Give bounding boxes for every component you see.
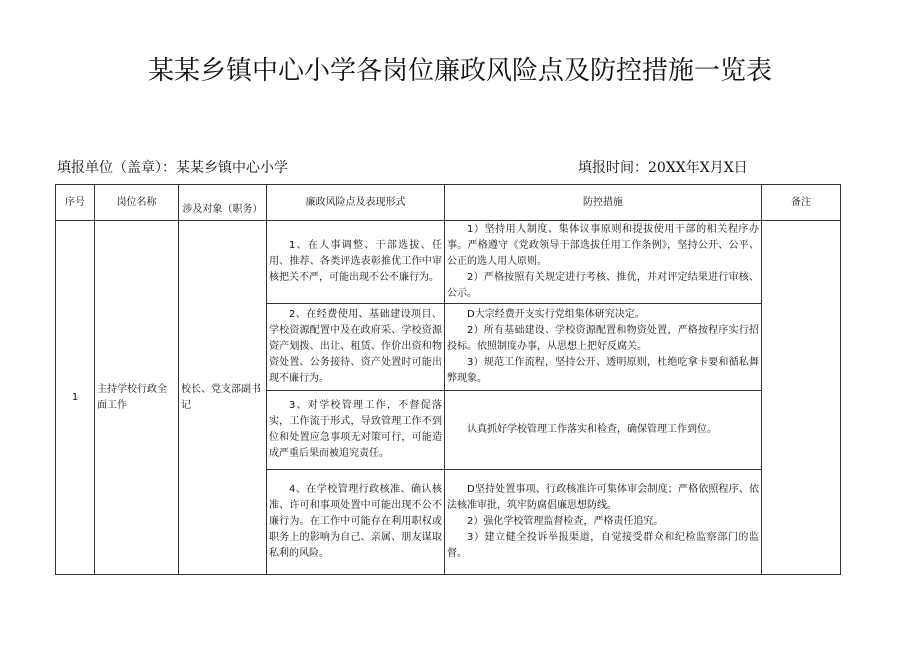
measure-item: 3）建立健全投诉举报渠道，自觉接受群众和纪检监察部门的监督。 [447,532,759,559]
header-index: 序号 [56,185,95,221]
risk-cell: 3、对学校管理工作，不督促落实，工作流于形式，导致管理工作不到位和处置应急事项无对策可行，可能造成严重后果而被追究责任。 [267,391,445,470]
measure-item: 2）所有基础建设、学校资源配置和物资处置，严格按程序实行招投标。依照制度办事，从思想上把好反腐关。 [447,325,759,352]
measure-item: 2）严格按照有关规定进行考核、推优，并对评定结果进行审核、公示。 [447,272,759,299]
measures-cell [445,221,762,304]
header-position: 岗位名称 [95,185,179,221]
measures-cell [445,470,762,575]
row-index: 1 [56,221,95,575]
row-remark [762,221,841,575]
header-remark: 备注 [762,185,841,221]
risk-cell: 4、在学校管理行政核准、确认核准、许可和事项处置中可能出现不公不廉行为。在工作中可能存在利用职权或职务上的影响为自己、亲属、朋友谋取私利的风险。 [267,470,445,575]
page-title: 某某乡镇中心小学各岗位廉政风险点及防控措施一览表 [147,56,772,86]
measure-item: D大宗经费开支实行党组集体研究决定。 [467,309,645,320]
risk-cell: 2、在经费使用、基础建设项目、学校资源配置中及在政府采、学校资源资产划拨、出让、租赁、作价出资和物资处置、公务接待、资产处置时可能出现不廉行为。 [267,304,445,391]
report-unit: 填报单位（盖章）：某某乡镇中心小学 [57,160,288,176]
measures-cell [445,391,762,470]
risk-table [55,184,841,575]
risk-cell: 1、在人事调整、干部选拔、任用、推荐、各类评选表彰推优工作中审核把关不严，可能出现不公不廉行为。 [267,221,445,304]
header-measures: 防控措施 [445,185,762,221]
measure-item: D坚持处置事项、行政核准许可集体审会制度；严格依照程序、依法核准审批，筑牢防腐倡廉思想防线。 [447,484,759,511]
row-object: 校长、党支部副书记 [179,221,267,575]
table-header-row [56,185,841,221]
measure-item: 2）强化学校管理监督检查，严格责任追究。 [467,516,664,527]
header-object: 涉及对象（职务） [179,185,267,221]
measure-item: 3）规范工作流程，坚持公开、透明原则，杜绝吃拿卡要和循私舞弊现象。 [447,357,759,384]
measure-item: 1）坚持用人制度、集体议事原则和提拔使用干部的相关程序办事。严格遵守《党政领导干部选拔任用工作条例》，坚持公开、公平、公正的选人用人原则。 [447,224,759,267]
report-time: 填报时间：20XX年X月X日 [578,160,748,176]
row-position: 主持学校行政全面工作 [95,221,179,575]
table-row [56,221,841,304]
measure-item: 认真抓好学校管理工作落实和检查，确保管理工作到位。 [467,424,717,435]
measures-cell [445,304,762,391]
header-risk: 廉政风险点及表现形式 [267,185,445,221]
